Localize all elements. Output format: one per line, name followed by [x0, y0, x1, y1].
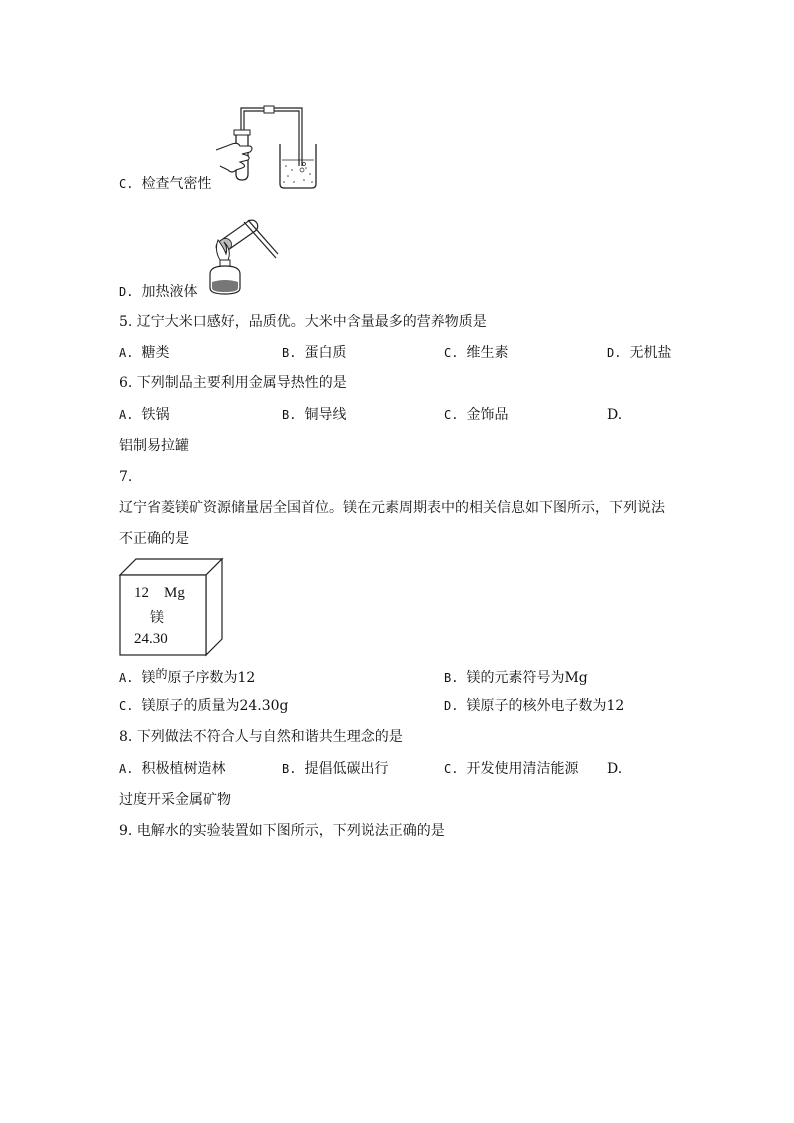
q8-option-c-letter: C.: [444, 762, 459, 776]
q8-option-c: [444, 760, 578, 778]
q7-option-d: [444, 697, 624, 715]
q4-option-d-text: 加热液体: [141, 284, 198, 300]
q6-option-b-letter: B.: [282, 408, 297, 422]
q6-option-b: [282, 406, 346, 424]
q5-option-a-text: 糖类: [141, 345, 170, 361]
magnesium-element-card: [118, 557, 224, 657]
element-mass: 24.30: [134, 631, 168, 647]
q6-option-c-letter: C.: [444, 408, 459, 422]
q7-option-a-text-part1: 镁: [141, 670, 156, 686]
q7-option-c: [119, 697, 289, 715]
q8-option-a-letter: A.: [119, 762, 134, 776]
q8-option-c-text: 开发使用清洁能源: [466, 761, 579, 777]
q6-stem: 6. 下列制品主要利用金属导热性的是: [119, 375, 347, 391]
element-atomic-number: 12: [134, 585, 149, 601]
q8-option-b-letter: B.: [282, 762, 297, 776]
q6-option-c: [444, 406, 508, 424]
q8-option-a: [119, 760, 225, 778]
heating-liquid-figure: [196, 202, 282, 298]
q7-option-a: [119, 669, 255, 687]
q8-option-b: [282, 760, 388, 778]
q5-option-d: [607, 344, 671, 362]
q5-option-b: [282, 344, 346, 362]
q6-option-d-text: 铝制易拉罐: [119, 438, 189, 454]
q7-option-a-letter: A.: [119, 671, 134, 685]
q8-option-b-text: 提倡低碳出行: [304, 761, 389, 777]
q5-option-a-letter: A.: [119, 346, 134, 360]
q7-number: 7.: [119, 469, 133, 485]
q7-option-d-text: 镁原子的核外电子数为12: [466, 698, 625, 714]
q5-option-d-letter: D.: [607, 346, 622, 360]
element-name: 镁: [150, 610, 164, 626]
q6-option-b-text: 铜导线: [304, 407, 347, 423]
q4-option-d: [119, 283, 197, 301]
q9-stem: 9. 电解水的实验装置如下图所示，下列说法正确的是: [119, 823, 445, 839]
q6-option-a-letter: A.: [119, 408, 134, 422]
q4-option-c-letter: C.: [119, 177, 134, 191]
q5-option-b-letter: B.: [282, 346, 297, 360]
q6-option-a: [119, 406, 169, 424]
q5-option-c-letter: C.: [444, 346, 459, 360]
q4-option-d-letter: D.: [119, 285, 134, 299]
q4-option-c-text: 检查气密性: [141, 176, 212, 192]
q6-option-c-text: 金饰品: [466, 407, 509, 423]
q7-option-b-letter: B.: [444, 671, 459, 685]
q6-option-d-letter: D.: [607, 407, 623, 423]
q6-option-a-text: 铁锅: [141, 407, 170, 423]
q7-option-a-sup: 的: [155, 667, 168, 681]
q8-option-d-text: 过度开采金属矿物: [119, 792, 231, 808]
q5-stem: 5. 辽宁大米口感好，品质优。大米中含量最多的营养物质是: [119, 314, 487, 330]
element-symbol: Mg: [164, 585, 185, 601]
q5-option-b-text: 蛋白质: [304, 345, 347, 361]
q8-option-a-text: 积极植树造林: [141, 761, 226, 777]
q7-option-b: [444, 669, 588, 687]
q7-option-d-letter: D.: [444, 699, 459, 713]
q7-option-a-text-part2: 原子序数为12: [167, 670, 256, 686]
q7-option-c-text: 镁原子的质量为24.30g: [141, 698, 289, 714]
q7-option-b-text: 镁的元素符号为Mg: [466, 670, 588, 686]
q7-option-c-letter: C.: [119, 699, 134, 713]
q5-option-c-text: 维生素: [466, 345, 509, 361]
q8-option-d-letter: D.: [607, 761, 623, 777]
q5-option-d-text: 无机盐: [629, 345, 672, 361]
q4-option-c: [119, 175, 211, 193]
airtightness-check-figure: [212, 104, 322, 190]
q5-option-a: [119, 344, 169, 362]
q5-option-c: [444, 344, 508, 362]
q7-stem-line2: 不正确的是: [119, 531, 189, 547]
q8-stem: 8. 下列做法不符合人与自然和谐共生理念的是: [119, 729, 403, 745]
q7-stem-line1: 辽宁省菱镁矿资源储量居全国首位。镁在元素周期表中的相关信息如下图所示，下列说法: [119, 500, 665, 516]
